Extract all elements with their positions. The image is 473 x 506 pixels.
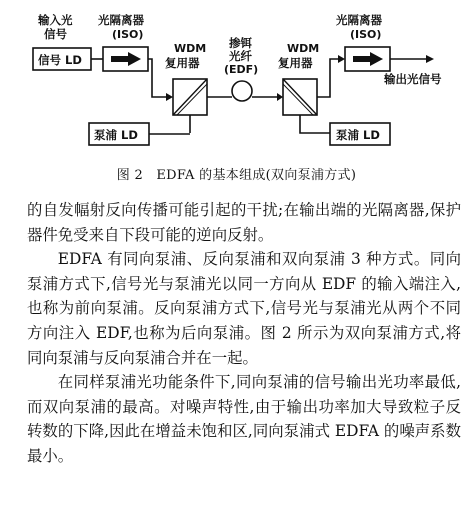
signal-ld-label: 信号 LD [38, 53, 82, 67]
pump-ld-left-label: 泵浦 LD [94, 128, 138, 142]
isolator-left-label-1: 光隔离器 [98, 13, 144, 27]
edf-coil-icon [232, 81, 252, 101]
figure-caption: 图 2 EDFA 的基本组成(双向泵浦方式) [116, 168, 357, 183]
wdm-left-label-1: WDM [174, 42, 207, 55]
wdm-left-label-2: 复用器 [165, 56, 200, 70]
pump-ld-right-label: 泵浦 LD [336, 128, 380, 142]
isolator-left-label-2: (ISO) [112, 28, 144, 41]
isolator-right-label-1: 光隔离器 [336, 13, 382, 27]
isolator-left-arrow-icon [111, 52, 141, 66]
edf-label-1: 掺铒 [229, 36, 252, 50]
wdm-right-label-2: 复用器 [278, 56, 313, 70]
paragraph-1: 的自发幅射反向传播可能引起的干扰;在输出端的光隔离器,保护器件免受来自下段可能的逆向反射。 [27, 201, 461, 244]
input-signal-label-2: 信号 [44, 27, 67, 41]
edf-label-3: (EDF) [224, 63, 259, 76]
wdm-right-label-1: WDM [287, 42, 320, 55]
isolator-right-label-2: (ISO) [350, 28, 382, 41]
body-text [27, 198, 461, 469]
output-arrow-icon [426, 55, 434, 63]
edf-label-2: 光纤 [229, 49, 252, 63]
paragraph-3: 在同样泵浦光功能条件下,同向泵浦的信号输出光功率最低,而双向泵浦的最高。对噪声特性,由于输出功率加大导致粒子反转数的下降,因此在增益未饱和区,同向泵浦式 EDFA 的噪声系数最小。 [27, 373, 461, 465]
paragraph-2: EDFA 有同向泵浦、反向泵浦和双向泵浦 3 种方式。同向泵浦方式下,信号光与泵浦光以同一方向从 EDF 的输入端注入,也称为前向泵浦。反向泵浦方式下,信号光与泵浦光从两个不同方向注入 EDF,也称为后向泵浦。图 2 所示为双向泵浦方式,将同向泵浦与反向泵浦合并在一起。 [27, 250, 461, 367]
output-signal-label: 输出光信号 [384, 72, 442, 86]
isolator-right-arrow-icon [353, 52, 383, 66]
input-signal-label-1: 输入光 [38, 13, 73, 27]
